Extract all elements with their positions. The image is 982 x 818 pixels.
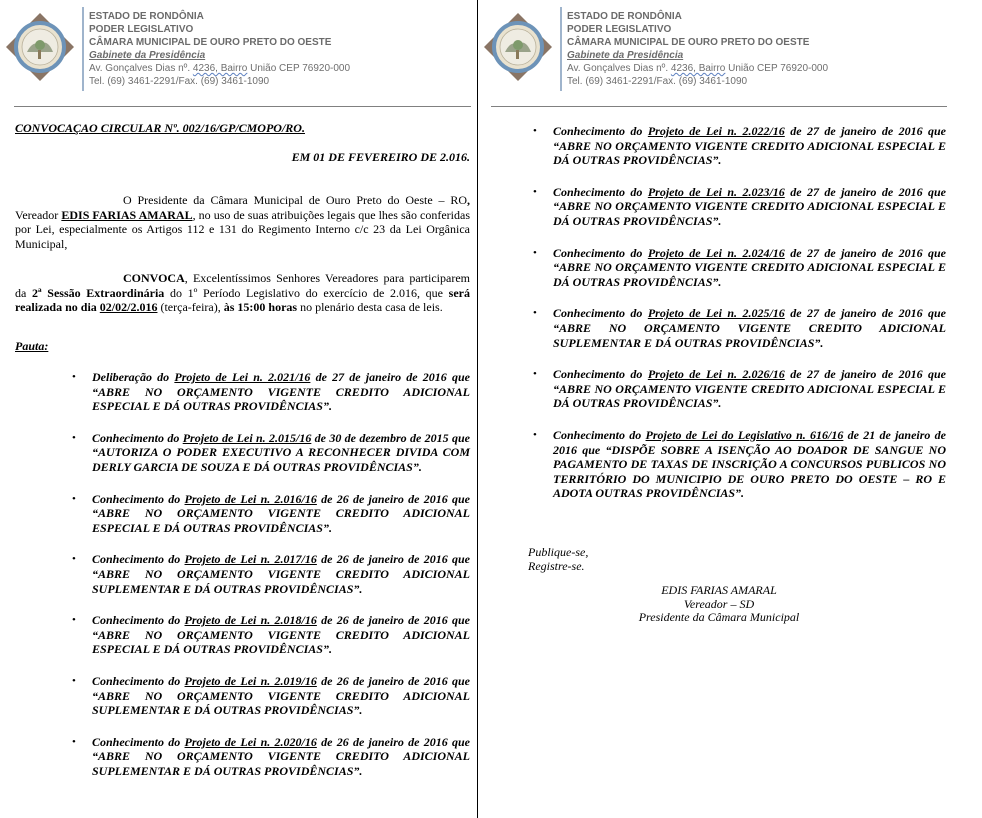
session-date: 02/02/2.016 <box>99 300 158 315</box>
bullet-icon: • <box>533 246 537 259</box>
camara-seal-icon <box>5 12 75 82</box>
letterhead-text <box>567 10 828 88</box>
bill-reference: Projeto de Lei n. 2.024/16 <box>647 245 785 260</box>
agenda-item <box>531 367 946 411</box>
intro-text-a: O Presidente da Câmara Municipal de Ouro Preto do Oeste – RO <box>123 193 467 207</box>
bill-reference: Projeto de Lei n. 2.018/16 <box>184 613 317 628</box>
page-divider <box>477 0 478 818</box>
agenda-item <box>531 246 946 290</box>
bullet-icon: • <box>72 553 76 566</box>
convocation-paragraph <box>15 271 470 315</box>
address <box>89 62 350 75</box>
office-name: Gabinete da Presidência <box>89 50 206 61</box>
agenda-item <box>531 124 946 168</box>
item-pre: Conhecimento do <box>92 552 185 567</box>
item-post: de 26 de janeiro de 2016 que “ABRE NO ORÇAMENTO VIGENTE CREDITO ADICIONAL SUPLEMENTAR E DÁ OUTRAS PROVIDÊNCIAS”. <box>92 734 470 778</box>
agenda-item <box>70 370 470 414</box>
item-pre: Conhecimento do <box>553 306 648 321</box>
bullet-icon: • <box>533 368 537 381</box>
item-post: de 27 de janeiro de 2016 que “ABRE NO ORÇAMENTO VIGENTE CREDITO ADICIONAL ESPECIAL E DÁ OUTRAS PROVIDÊNCIAS”. <box>553 245 946 289</box>
bullet-icon: • <box>533 428 537 441</box>
item-pre: Conhecimento do <box>553 245 648 260</box>
president-name: EDIS FARIAS AMARAL <box>61 207 193 222</box>
camara-seal-icon <box>483 12 553 82</box>
agenda-item <box>70 735 470 779</box>
item-post: de 27 de janeiro de 2016 que “ABRE NO ORÇAMENTO VIGENTE CREDITO ADICIONAL SUPLEMENTAR E DÁ OUTRAS PROVIDÊNCIAS”. <box>553 306 946 350</box>
convoca-text-c: (terça-feira), <box>157 300 224 315</box>
realizada-text: será realizada no dia <box>15 285 470 315</box>
session-name: 2ª Sessão Extraordinária <box>32 285 165 300</box>
bullet-icon: • <box>72 674 76 687</box>
address <box>567 62 828 75</box>
bullet-icon: • <box>533 125 537 137</box>
bill-reference: Projeto de Lei n. 2.020/16 <box>184 734 317 749</box>
address-post: União CEP 76920-000 <box>247 63 351 74</box>
page-right <box>479 0 982 818</box>
item-pre: Conhecimento do <box>553 367 648 382</box>
agenda-item <box>70 674 470 718</box>
bill-reference: Projeto de Lei n. 2.021/16 <box>174 370 311 384</box>
bullet-icon: • <box>72 735 76 748</box>
address-pre: Av. Gonçalves Dias nº. <box>567 63 671 74</box>
bill-reference: Projeto de Lei n. 2.022/16 <box>647 124 785 138</box>
signature-block <box>579 584 859 625</box>
document-date: EM 01 DE FEVEREIRO DE 2.016. <box>291 150 470 164</box>
item-pre: Conhecimento do <box>553 184 648 199</box>
item-post: de 30 de dezembro de 2015 que “AUTORIZA O PODER EXECUTIVO A RECONHECER DIVIDA COM DERLY GARCIA DE SOUZA E DÁ OUTRAS PROVIDÊNCIAS”. <box>92 430 470 474</box>
header-rule <box>491 106 947 107</box>
phone: Tel. (69) 3461-2291/Fax. (69) 3461-1090 <box>567 76 748 87</box>
closing-remarks <box>528 545 588 573</box>
item-pre: Conhecimento do <box>92 430 183 445</box>
item-post: de 27 de janeiro de 2016 que “ABRE NO ORÇAMENTO VIGENTE CREDITO ADICIONAL ESPECIAL E DÁ OUTRAS PROVIDÊNCIAS”. <box>553 184 946 228</box>
letterhead-bar <box>82 7 84 91</box>
agenda-item <box>70 552 470 596</box>
address-pre: Av. Gonçalves Dias nº. <box>89 63 193 74</box>
item-pre: Conhecimento do <box>92 613 185 628</box>
item-post: de 26 de janeiro de 2016 que “ABRE NO ORÇAMENTO VIGENTE CREDITO ADICIONAL SUPLEMENTAR E DÁ OUTRAS PROVIDÊNCIAS”. <box>92 673 470 718</box>
intro-paragraph: O Presidente da Câmara Municipal de Ouro Preto do Oeste – RO, Vereador EDIS FARIAS AMARAL, no uso de suas atribuições legais que lhes são conferidas por Lei, especialmente os Artigos 112 e 131 do Regimento Interno c/c 23 da Lei Orgânica Municipal, <box>15 193 470 251</box>
item-post: de 21 de janeiro de 2016 que “DISPÕE SOBRE A ISENÇÃO AO DOADOR DE SANGUE NO PAGAMENTO DE TAXAS DE INSCRIÇÃO A CONCURSOS PUBLICOS NO TERRITÓRIO DO MUNICIPIO DE OURO PRETO DO OESTE – RO E ADOTA OUTRAS PROVIDÊNCIAS”. <box>553 427 946 501</box>
power-name: PODER LEGISLATIVO <box>89 24 194 35</box>
agenda-item <box>531 428 946 501</box>
power-name: PODER LEGISLATIVO <box>567 24 672 35</box>
bullet-icon: • <box>72 492 76 505</box>
item-pre: Conhecimento do <box>92 673 185 688</box>
bullet-icon: • <box>533 307 537 320</box>
letterhead-bar <box>560 7 562 91</box>
state-name: ESTADO DE RONDÔNIA <box>89 11 204 22</box>
item-post: de 26 de janeiro de 2016 que “ABRE NO ORÇAMENTO VIGENTE CREDITO ADICIONAL ESPECIAL E DÁ OUTRAS PROVIDÊNCIAS”. <box>92 491 470 535</box>
convoca-text-d: no plenário desta casa de leis. <box>297 300 443 315</box>
item-pre: Conhecimento do <box>92 734 185 749</box>
address-number: 4236, Bairro <box>192 63 248 74</box>
convoca-word: CONVOCA <box>123 271 185 285</box>
bill-reference: Projeto de Lei n. 2.016/16 <box>184 491 317 506</box>
item-post: de 27 de janeiro de 2016 que “ABRE NO ORÇAMENTO VIGENTE CREDITO ADICIONAL ESPECIAL E DÁ OUTRAS PROVIDÊNCIAS”. <box>553 367 946 411</box>
bill-reference: Projeto de Lei n. 2.026/16 <box>647 367 785 382</box>
signer-name: EDIS FARIAS AMARAL <box>661 583 777 597</box>
closing-publish: Publique-se, <box>528 545 589 559</box>
bullet-icon: • <box>72 614 76 627</box>
closing-register: Registre-se. <box>528 559 585 573</box>
item-pre: Deliberação do <box>92 370 175 384</box>
agenda-list-left <box>70 370 470 795</box>
address-number: 4236, Bairro <box>670 63 726 74</box>
agenda-item <box>70 431 470 475</box>
bill-reference: Projeto de Lei n. 2.019/16 <box>184 673 317 688</box>
letterhead-text <box>89 10 350 88</box>
agenda-item <box>531 306 946 350</box>
bill-reference: Projeto de Lei n. 2.017/16 <box>184 552 317 567</box>
item-pre: Conhecimento do <box>553 427 646 442</box>
document-title: CONVOCAÇAO CIRCULAR Nº. 002/16/GP/CMOPO/RO. <box>15 121 305 135</box>
agenda-heading: Pauta: <box>15 339 49 353</box>
header-rule <box>14 106 471 107</box>
chamber-name: CÂMARA MUNICIPAL DE OURO PRETO DO OESTE <box>567 37 810 48</box>
agenda-list-right <box>531 124 946 518</box>
agenda-item <box>531 185 946 229</box>
phone: Tel. (69) 3461-2291/Fax. (69) 3461-1090 <box>89 76 270 87</box>
bullet-icon: • <box>72 371 76 383</box>
office-name: Gabinete da Presidência <box>567 50 684 61</box>
bullet-icon: • <box>533 185 537 198</box>
item-post: de 26 de janeiro de 2016 que “ABRE NO ORÇAMENTO VIGENTE CREDITO ADICIONAL SUPLEMENTAR E DÁ OUTRAS PROVIDÊNCIAS”. <box>92 552 470 596</box>
agenda-item <box>70 613 470 657</box>
bill-reference: Projeto de Lei do Legislativo n. 616/16 <box>645 427 844 442</box>
bullet-icon: • <box>72 431 76 444</box>
item-post: de 27 de janeiro de 2016 que “ABRE NO ORÇAMENTO VIGENTE CREDITO ADICIONAL ESPECIAL E DÁ OUTRAS PROVIDÊNCIAS”. <box>553 124 946 168</box>
item-post: de 26 de janeiro de 2016 que “ABRE NO ORÇAMENTO VIGENTE CREDITO ADICIONAL ESPECIAL E DÁ OUTRAS PROVIDÊNCIAS”. <box>92 613 470 657</box>
page-left <box>0 0 478 818</box>
signer-title: Presidente da Câmara Municipal <box>638 610 800 624</box>
session-time: às 15:00 horas <box>223 300 298 315</box>
item-post: de 27 de janeiro de 2016 que “ABRE NO ORÇAMENTO VIGENTE CREDITO ADICIONAL ESPECIAL E DÁ OUTRAS PROVIDÊNCIAS”. <box>92 370 470 414</box>
bill-reference: Projeto de Lei n. 2.015/16 <box>182 430 312 445</box>
signer-role: Vereador – SD <box>683 596 755 611</box>
agenda-item <box>70 492 470 536</box>
comma: , <box>467 193 470 207</box>
bill-reference: Projeto de Lei n. 2.023/16 <box>647 184 785 199</box>
item-pre: Conhecimento do <box>553 124 648 138</box>
chamber-name: CÂMARA MUNICIPAL DE OURO PRETO DO OESTE <box>89 37 332 48</box>
convoca-text-b: do 1º Período Legislativo do exercício de 2.016, que <box>164 285 449 300</box>
state-name: ESTADO DE RONDÔNIA <box>567 11 682 22</box>
intro-text-c: , no uso de suas atribuições legais que lhes são conferidas por Lei, especialmente os Artigos 112 e 131 do Regimento Interno c/c 23 da Lei Orgânica Municipal, <box>15 207 470 251</box>
item-pre: Conhecimento do <box>92 491 185 506</box>
bill-reference: Projeto de Lei n. 2.025/16 <box>647 306 785 321</box>
address-post: União CEP 76920-000 <box>725 63 829 74</box>
convoca-text-a: , Excelentíssimos Senhores Vereadores para participarem da <box>15 271 470 300</box>
